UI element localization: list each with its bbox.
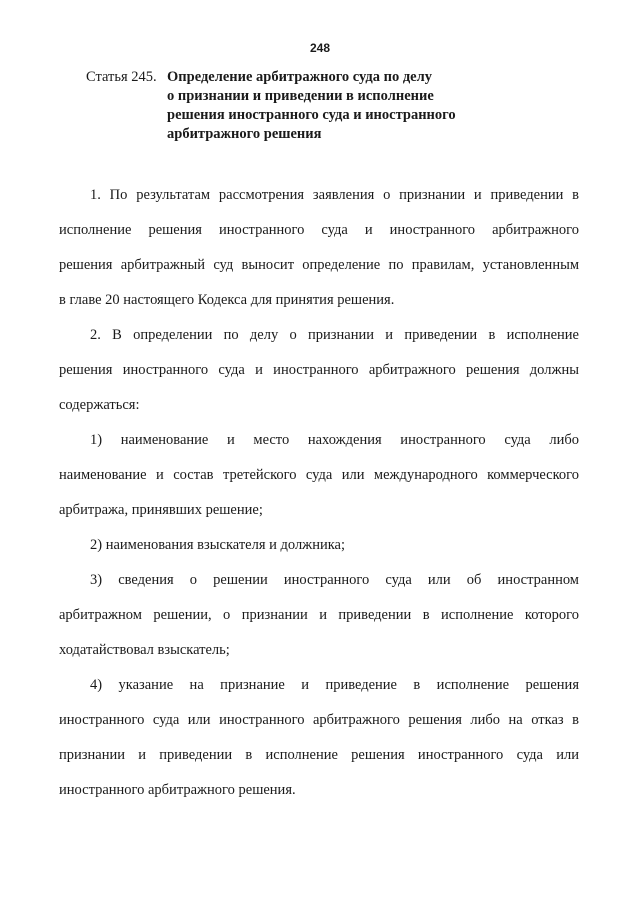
text-line: 4) указание на признание и приведение в исполнение решения	[90, 677, 579, 693]
article-heading	[86, 68, 566, 144]
text-line: 1) наименование и место нахождения иностранного суда либо	[90, 432, 579, 448]
text-line: ходатайствовал взыскатель;	[59, 642, 230, 658]
text-line: 2) наименования взыскателя и должника;	[90, 537, 346, 553]
article-title-line: Определение арбитражного суда по делу	[167, 69, 432, 85]
text-line: иностранного арбитражного решения.	[59, 782, 296, 798]
text-line: исполнение решения иностранного суда и иностранного арбитражного	[59, 222, 579, 238]
text-line: содержаться:	[59, 397, 140, 413]
text-line: решения арбитражный суд выносит определение по правилам, установленным	[59, 257, 579, 273]
paragraph-2	[59, 318, 579, 423]
text-line: признании и приведении в исполнение решения иностранного суда или	[59, 747, 579, 763]
text-line: арбитражном решении, о признании и приведении в исполнение которого	[59, 607, 579, 623]
text-line: иностранного суда или иностранного арбитражного решения либо на отказ в	[59, 712, 579, 728]
article-number: Статья 245.	[86, 69, 157, 85]
list-item-2	[59, 528, 579, 563]
page-number: 248	[309, 41, 331, 55]
list-item-3	[59, 563, 579, 668]
list-item-4	[59, 668, 579, 808]
article-title-line: о признании и приведении в исполнение	[167, 88, 434, 104]
text-line: 1. По результатам рассмотрения заявления о признании и приведении в	[90, 187, 579, 203]
text-line: 3) сведения о решении иностранного суда или об иностранном	[90, 572, 579, 588]
text-line: в главе 20 настоящего Кодекса для принятия решения.	[59, 292, 395, 308]
text-line: 2. В определении по делу о признании и приведении в исполнение	[90, 327, 579, 343]
article-title-line: арбитражного решения	[167, 126, 322, 142]
text-line: наименование и состав третейского суда или международного коммерческого	[59, 467, 579, 483]
article-body	[59, 178, 579, 808]
text-line: арбитража, принявших решение;	[59, 502, 263, 518]
article-title	[167, 68, 547, 144]
text-line: решения иностранного суда и иностранного арбитражного решения должны	[59, 362, 579, 378]
paragraph-1	[59, 178, 579, 318]
article-title-line: решения иностранного суда и иностранного	[167, 107, 456, 123]
list-item-1	[59, 423, 579, 528]
